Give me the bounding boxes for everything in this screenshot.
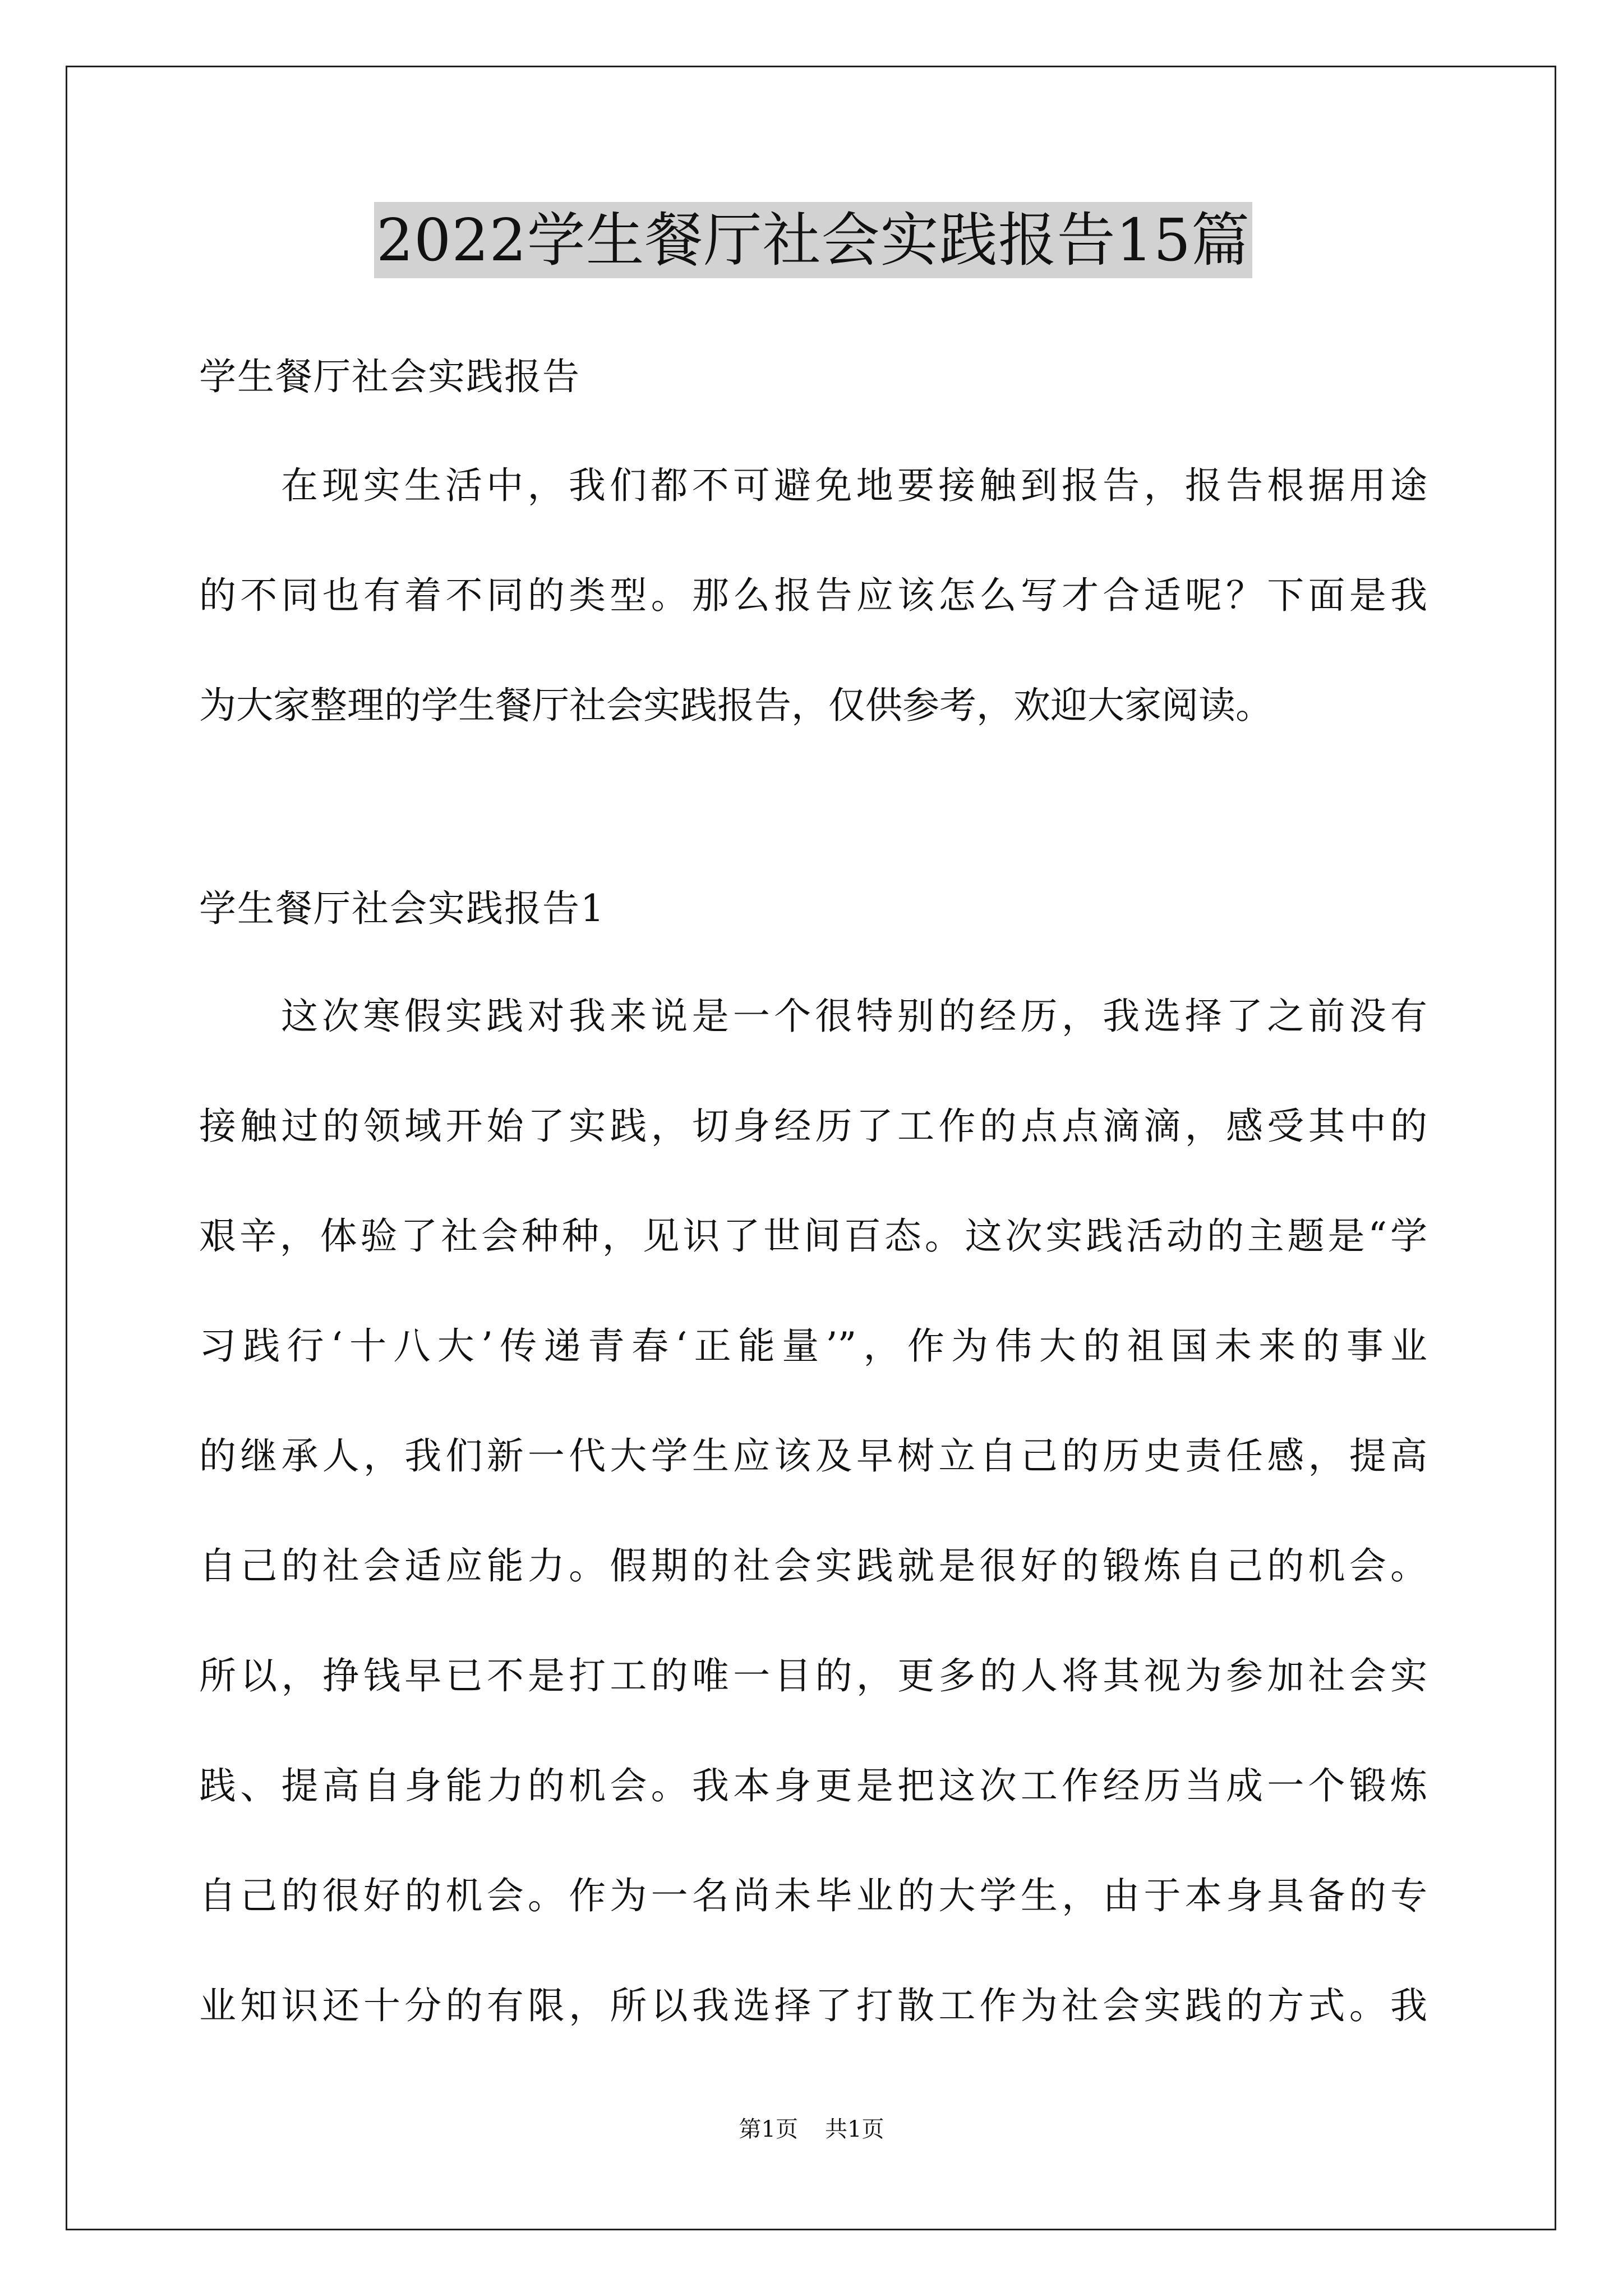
paragraph-line: 所以，挣钱早已不是打工的唯一目的，更多的人将其视为参加社会实 [199, 1654, 1427, 1697]
paragraph-line: 在现实生活中，我们都不可避免地要接触到报告，报告根据用途 [281, 464, 1427, 507]
paragraph-line: 艰辛，体验了社会种种，见识了世间百态。这次实践活动的主题是“学 [199, 1214, 1427, 1258]
paragraph-line: 接触过的领域开始了实践，切身经历了工作的点点滴滴，感受其中的 [199, 1105, 1427, 1148]
paragraph-line: 业知识还十分的有限，所以我选择了打散工作为社会实践的方式。我 [199, 1984, 1427, 2027]
paragraph-line: 的不同也有着不同的类型。那么报告应该怎么写才合适呢？下面是我 [199, 574, 1427, 617]
paragraph-line: 的继承人，我们新一代大学生应该及早树立自己的历史责任感，提高 [199, 1434, 1427, 1478]
section-heading: 学生餐厅社会实践报告1 [199, 887, 605, 930]
page-footer [0, 2115, 1623, 2144]
paragraph-line: 习践行‘十八大’传递青春‘正能量’”，作为伟大的祖国未来的事业 [199, 1324, 1427, 1368]
section-paragraph [199, 994, 1427, 2093]
intro-paragraph [199, 463, 1427, 793]
paragraph-line: 自己的社会适应能力。假期的社会实践就是很好的锻炼自己的机会。 [199, 1544, 1427, 1588]
title-container [199, 202, 1427, 278]
intro-heading: 学生餐厅社会实践报告 [199, 355, 580, 398]
page-total: 共1页 [825, 2116, 884, 2142]
paragraph-line: 自己的很好的机会。作为一名尚未毕业的大学生，由于本身具备的专 [199, 1874, 1427, 1917]
paragraph-line: 践、提高自身能力的机会。我本身更是把这次工作经历当成一个锻炼 [199, 1764, 1427, 1807]
paragraph-line: 这次寒假实践对我来说是一个很特别的经历，我选择了之前没有 [281, 995, 1427, 1038]
document-title: 2022学生餐厅社会实践报告15篇 [374, 202, 1252, 278]
page-number: 第1页 [739, 2116, 798, 2142]
paragraph-line: 为大家整理的学生餐厅社会实践报告，仅供参考，欢迎大家阅读。 [199, 684, 1272, 727]
